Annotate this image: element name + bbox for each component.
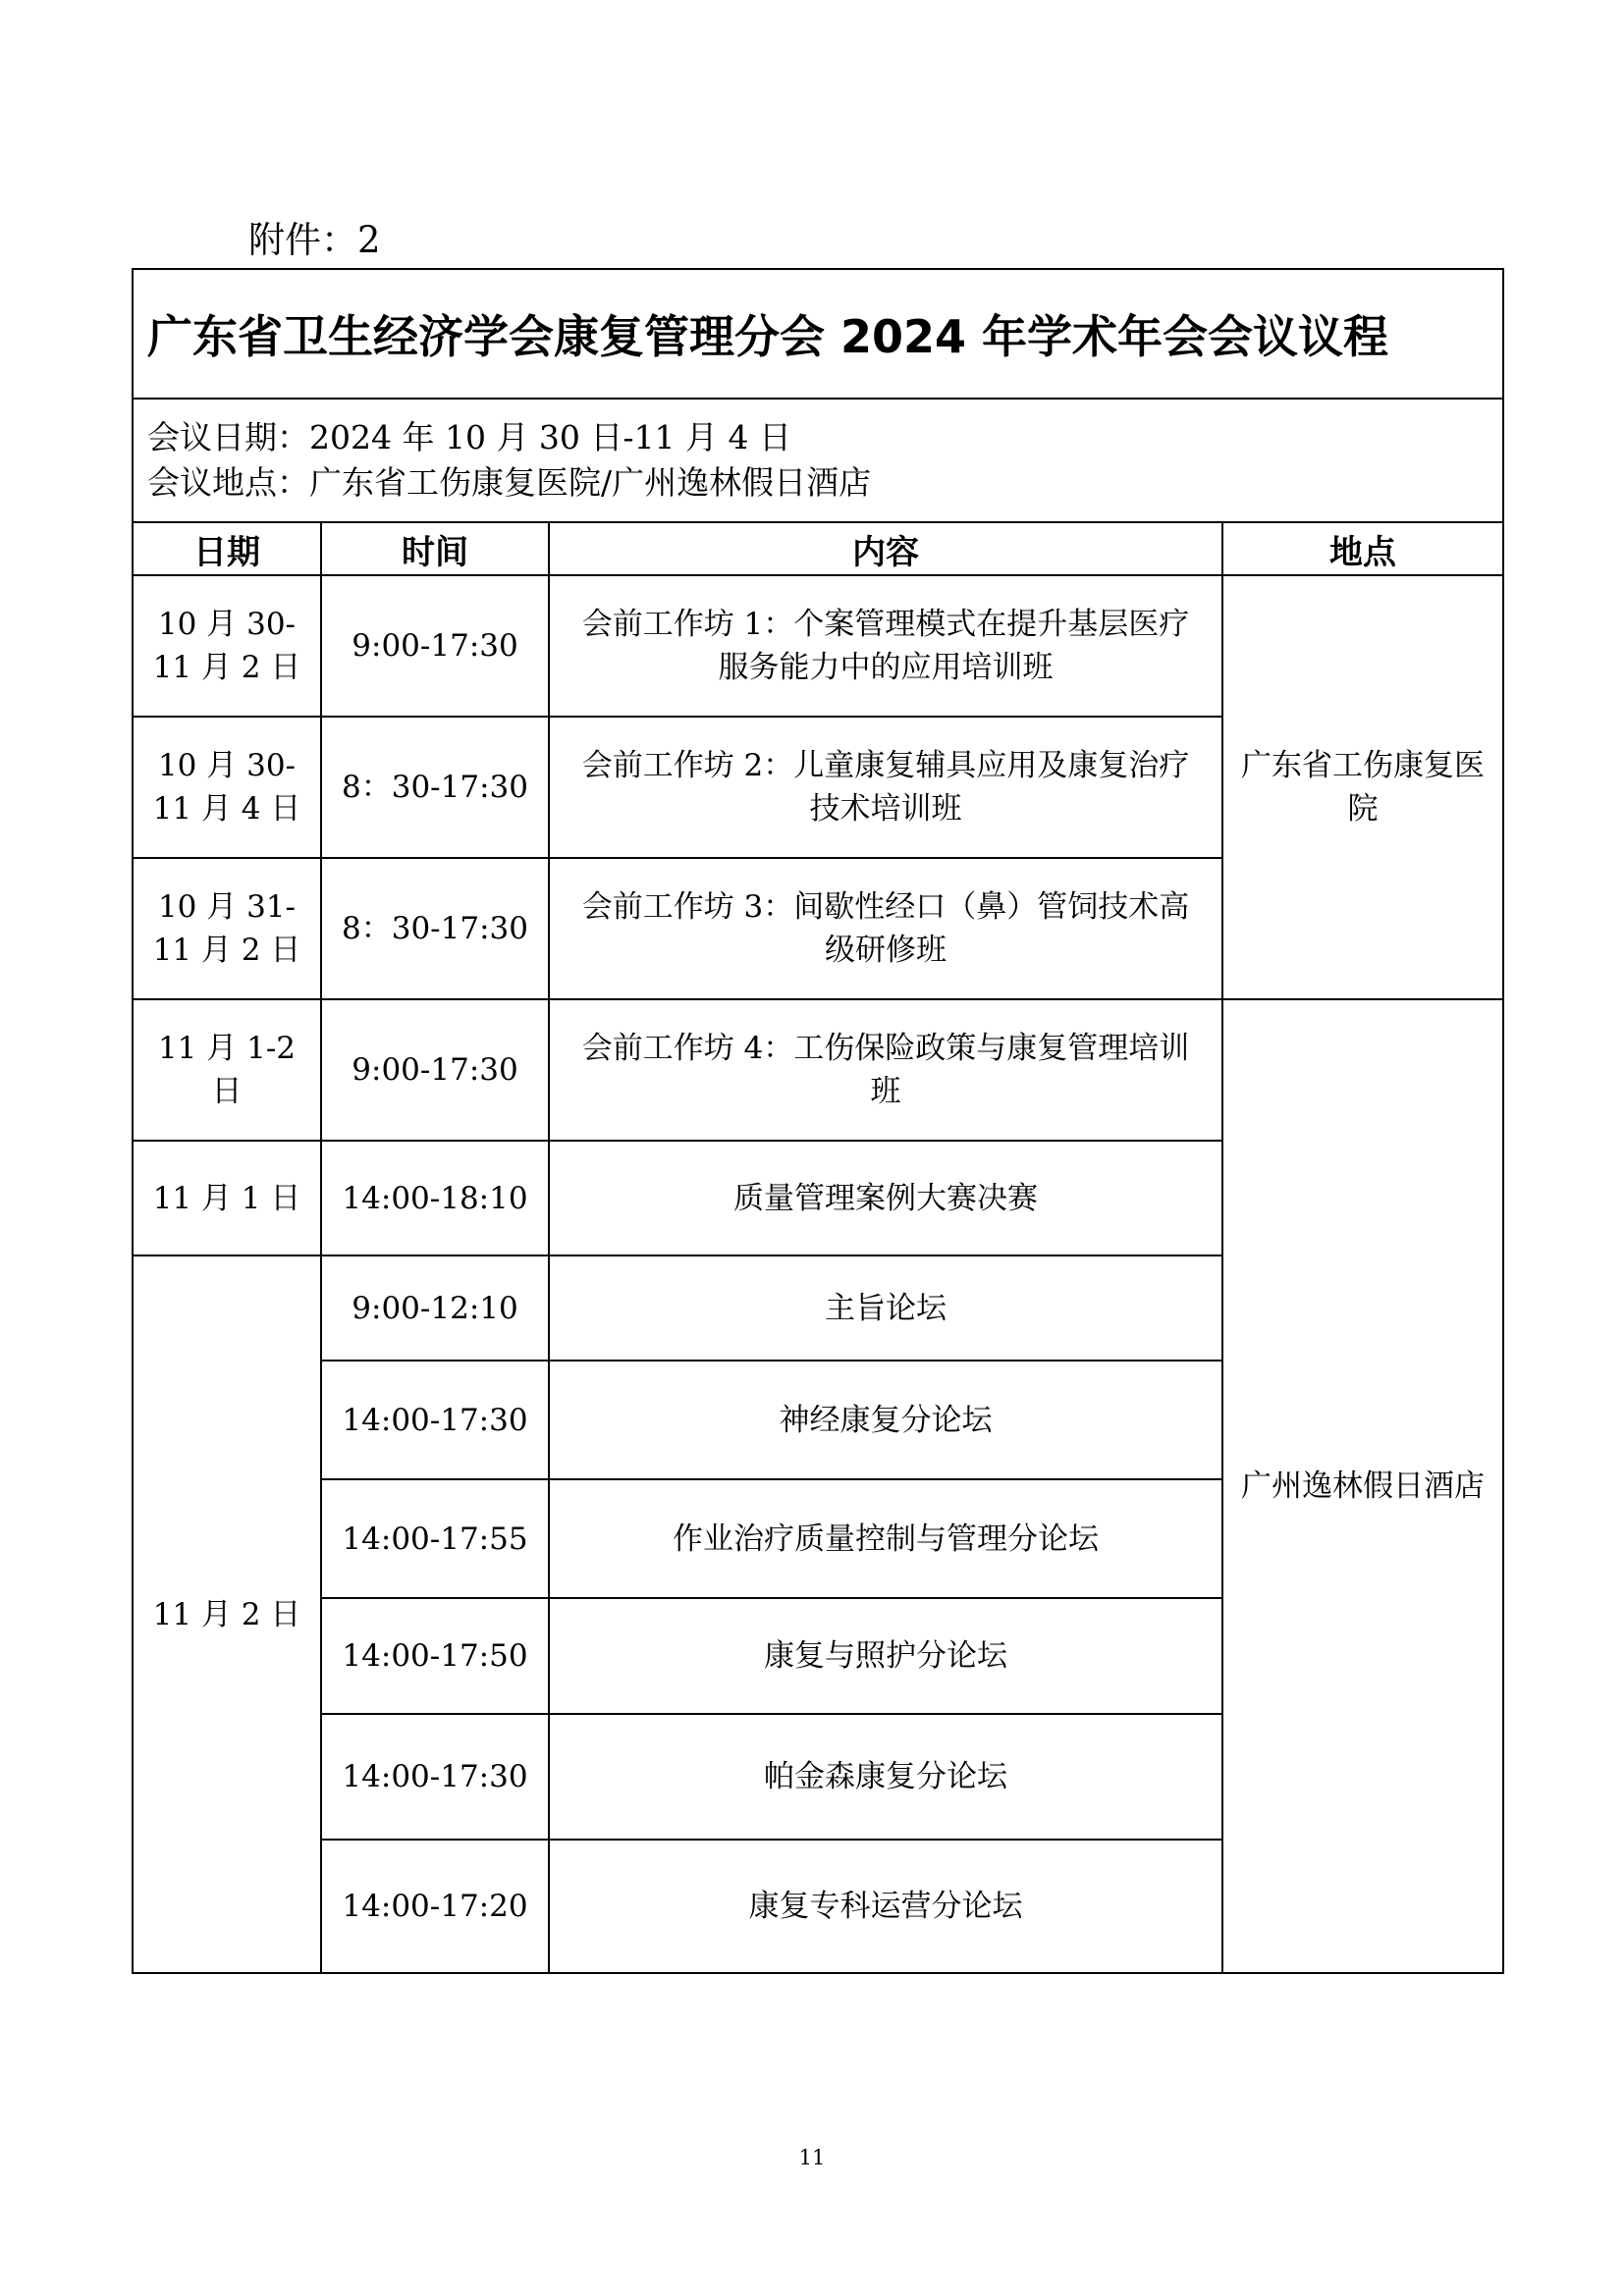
time-cell: 8：30-17:30: [321, 858, 549, 999]
date-cell: 10 月 30-11 月 2 日: [133, 575, 321, 717]
content-cell: 神经康复分论坛: [549, 1361, 1222, 1479]
agenda-title: 广东省卫生经济学会康复管理分会 2024 年学术年会会议议程: [133, 269, 1503, 399]
table-row: [133, 999, 1503, 1141]
date-cell: 10 月 31-11 月 2 日: [133, 858, 321, 999]
time-cell: 14:00-17:55: [321, 1479, 549, 1598]
date-cell: 11 月 1 日: [133, 1141, 321, 1255]
header-time: 时间: [321, 522, 549, 575]
date-cell: 10 月 30-11 月 4 日: [133, 717, 321, 858]
meeting-info: [133, 399, 1503, 522]
content-cell: 会前工作坊 2：儿童康复辅具应用及康复治疗技术培训班: [549, 717, 1222, 858]
time-cell: 8：30-17:30: [321, 717, 549, 858]
content-cell: 作业治疗质量控制与管理分论坛: [549, 1479, 1222, 1598]
agenda-table: [132, 268, 1504, 1974]
time-cell: 14:00-17:50: [321, 1598, 549, 1714]
time-cell: 9:00-17:30: [321, 575, 549, 717]
content-cell: 会前工作坊 3：间歇性经口（鼻）管饲技术高级研修班: [549, 858, 1222, 999]
time-cell: 14:00-17:30: [321, 1714, 549, 1840]
time-cell: 9:00-12:10: [321, 1255, 549, 1361]
date-cell: 11 月 1-2 日: [133, 999, 321, 1141]
content-cell: 康复与照护分论坛: [549, 1598, 1222, 1714]
content-cell: 质量管理案例大赛决赛: [549, 1141, 1222, 1255]
time-cell: 9:00-17:30: [321, 999, 549, 1141]
content-cell: 帕金森康复分论坛: [549, 1714, 1222, 1840]
page-number: 11: [798, 2146, 826, 2169]
content-cell: 会前工作坊 4：工伤保险政策与康复管理培训班: [549, 999, 1222, 1141]
header-content: 内容: [549, 522, 1222, 575]
date-cell: 11 月 2 日: [133, 1255, 321, 1973]
header-venue: 地点: [1222, 522, 1503, 575]
time-cell: 14:00-17:30: [321, 1361, 549, 1479]
time-cell: 14:00-18:10: [321, 1141, 549, 1255]
content-cell: 康复专科运营分论坛: [549, 1840, 1222, 1973]
meeting-place: 会议地点：广东省工伤康复医院/广州逸林假日酒店: [147, 463, 872, 502]
header-date: 日期: [133, 522, 321, 575]
content-cell: 主旨论坛: [549, 1255, 1222, 1361]
content-cell: 会前工作坊 1：个案管理模式在提升基层医疗服务能力中的应用培训班: [549, 575, 1222, 717]
venue-cell-hotel: 广州逸林假日酒店: [1222, 999, 1503, 1973]
venue-cell-hospital: 广东省工伤康复医院: [1222, 575, 1503, 999]
attachment-label: 附件：2: [248, 219, 381, 261]
table-header-row: [133, 522, 1503, 575]
table-row: [133, 575, 1503, 717]
meeting-date: 会议日期：2024 年 10 月 30 日-11 月 4 日: [147, 418, 792, 456]
time-cell: 14:00-17:20: [321, 1840, 549, 1973]
